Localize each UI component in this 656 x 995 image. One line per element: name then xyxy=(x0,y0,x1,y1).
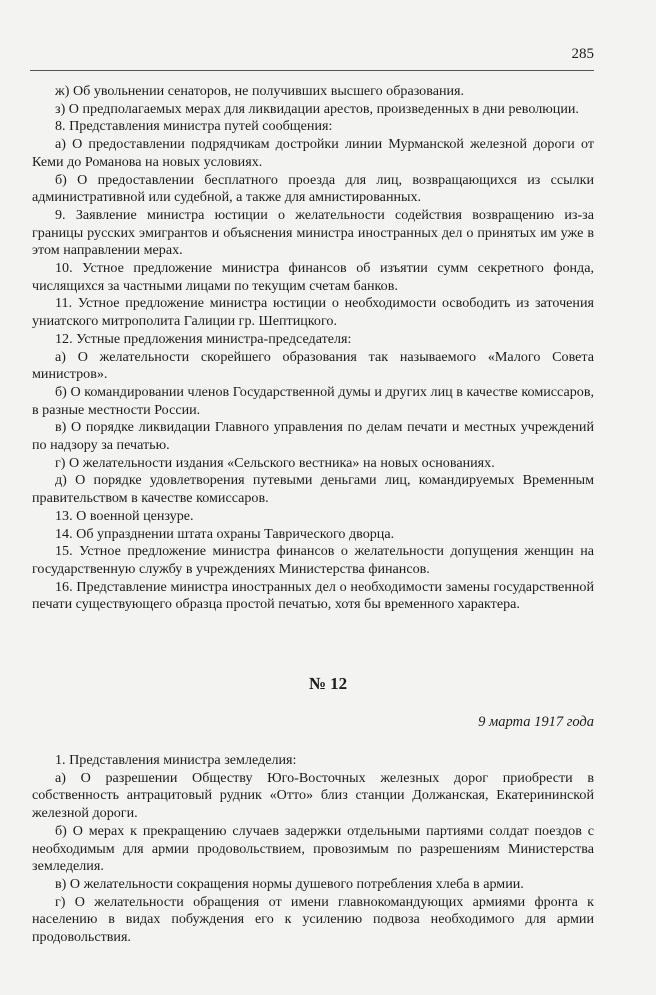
paragraph: 16. Представление министра иностранных дел о необходимости замены государственной печати существующего образца простой печатью, хотя бы временного характера. xyxy=(32,578,594,613)
paragraph: ж) Об увольнении сенаторов, не получивших высшего образования. xyxy=(55,83,465,99)
paragraph: 12. Устные предложения министра-председателя: xyxy=(55,330,352,347)
paragraph: б) О командировании членов Государственной думы и других лиц в качестве комиссаров, в разные местности России. xyxy=(32,383,594,418)
paragraph: 11. Устное предложение министра юстиции о необходимости освободить из заточения униатского митрополита Галиции гр. Шептицкого. xyxy=(32,295,594,330)
paragraph: а) О разрешении Обществу Юго-Восточных железных дорог приобрести в собственность антрацитовый рудник «Отто» близ станции Должанская, Екатерининской железной дороги. xyxy=(32,769,594,822)
paragraph: в) О порядке ликвидации Главного управления по делам печати и местных учреждений по надзору за печатью. xyxy=(32,419,594,454)
paragraph: 8. Представления министра путей сообщения: xyxy=(55,118,333,135)
agenda-items-bottom xyxy=(32,752,594,947)
header-rule xyxy=(30,70,594,71)
paragraph: 1. Представления министра земледелия: xyxy=(55,752,297,768)
paragraph: 15. Устное предложение министра финансов о желательности допущения женщин на государственную службу в учреждениях Министерства финансов. xyxy=(32,543,594,577)
paragraph: 13. О военной цензуре. xyxy=(55,507,194,524)
paragraph: з) О предполагаемых мерах для ликвидации арестов, произведенных в дни революции. xyxy=(55,100,579,117)
paragraph: 14. Об упразднении штата охраны Таврического дворца. xyxy=(55,525,395,542)
paragraph: г) О желательности обращения от имени главнокомандующих армиями фронта к населению в видах побуждения его к усилению подвоза необходимого для армии продовольствия. xyxy=(32,893,594,946)
paragraph: б) О мерах к прекращению случаев задержки отдельными партиями солдат поездов с необходимым для армии продовольствием, провозимым по разрешениям Министерства земледелия. xyxy=(32,822,594,875)
paragraph: г) О желательности издания «Сельского вестника» на новых основаниях. xyxy=(55,454,495,471)
paragraph: 9. Заявление министра юстиции о желательности содействия возвращению из-за границы русских эмигрантов и объяснения министра иностранных дел о принятых им уже в этом направлении мерах. xyxy=(32,206,594,259)
agenda-items-top xyxy=(32,83,594,614)
document-number: № 12 xyxy=(308,674,348,693)
document-date: 9 марта 1917 года xyxy=(478,714,594,730)
paragraph: а) О желательности скорейшего образования так называемого «Малого Совета министров». xyxy=(32,348,594,383)
page-number: 285 xyxy=(571,46,594,62)
paragraph: б) О предоставлении бесплатного проезда для лиц, возвращающихся из ссылки административной или судебной, а также для амнистированных. xyxy=(32,171,594,206)
paragraph: в) О желательности сокращения нормы душевого потребления хлеба в армии. xyxy=(55,875,524,892)
paragraph: д) О порядке удовлетворения путевыми деньгами лиц, командируемых Временным правительством в качестве комиссаров. xyxy=(32,472,594,507)
paragraph: а) О предоставлении подрядчикам достройки линии Мурманской железной дороги от Кеми до Романова на новых условиях. xyxy=(32,136,594,170)
paragraph: 10. Устное предложение министра финансов об изъятии сумм секретного фонда, числящихся за частными лицами по текущим счетам банков. xyxy=(32,260,594,294)
